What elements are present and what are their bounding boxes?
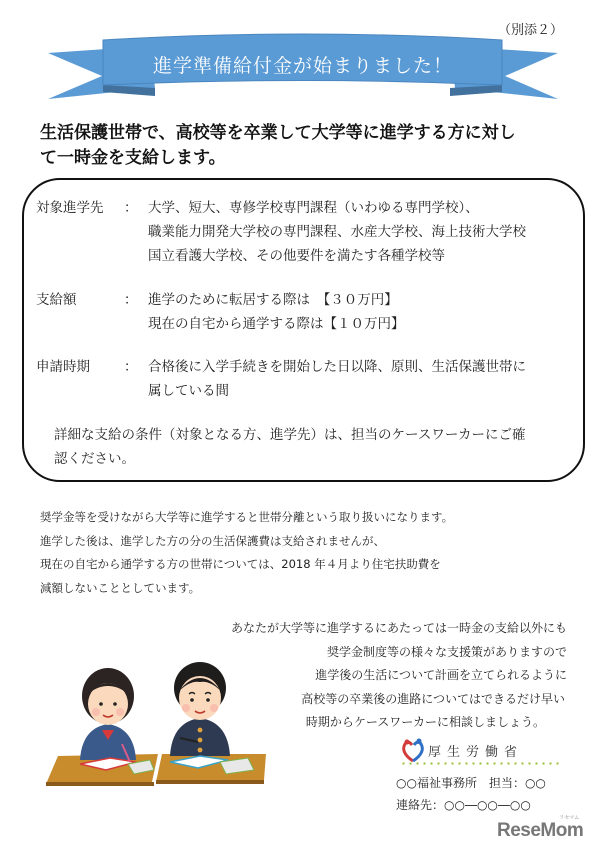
- advice-line: 進学後の生活について計画を立てられるように: [315, 668, 567, 682]
- banner-title: 進学準備給付金が始まりました！: [152, 55, 453, 77]
- ministry-logo: [398, 737, 578, 767]
- lead-text: [40, 121, 580, 171]
- dotted-divider: [400, 762, 560, 765]
- row-value: [148, 288, 588, 336]
- ministry-name: 厚生労働省: [428, 745, 524, 760]
- value-line: 現在の自宅から通学する際は【１０万円】: [148, 316, 405, 332]
- advice-line: 高校等の卒業後の進路についてはできるだけ早い: [301, 691, 565, 706]
- value-line: 職業能力開発大学校の専門課程、水産大学校、海上技術大学校: [148, 224, 526, 240]
- row-value: [148, 355, 588, 403]
- value-line: 属している間: [148, 383, 229, 399]
- title-banner: [0, 0, 605, 110]
- household-separation-paragraph: [40, 506, 453, 600]
- note-line: 認ください。: [54, 451, 135, 467]
- contact-info: [396, 772, 546, 816]
- row-label: 支給額: [36, 292, 77, 308]
- row-label: 申請時期: [36, 359, 90, 375]
- paragraph-line: 奨学金等を受けながら大学等に進学すると世帯分離という取り扱いになります。: [40, 510, 454, 524]
- advice-line: あなたが大学等に進学するにあたっては一時金の支給以外にも: [230, 621, 567, 635]
- row-colon: ：: [124, 200, 138, 216]
- watermark-text: ReseMom: [497, 820, 584, 841]
- lead-line: て一時金を支給します。: [40, 148, 226, 168]
- annex-label: （別添２）: [497, 23, 563, 38]
- resemom-watermark: [497, 815, 584, 842]
- row-label: 対象進学先: [36, 200, 104, 216]
- row-colon: ：: [124, 359, 138, 375]
- row-colon: ：: [124, 292, 138, 308]
- ministry-emblem-icon: [400, 737, 426, 763]
- value-line: 大学、短大、専修学校専門課程（いわゆる専門学校）、: [148, 200, 479, 216]
- paragraph-line: 現在の自宅から通学する方の世帯については、2018 年４月より住宅扶助費を: [40, 557, 441, 571]
- advice-text: [231, 617, 567, 735]
- advice-line: 時期からケースワーカーに相談しましょう。: [305, 715, 545, 729]
- value-line: 国立看護大学校、その他要件を満たす各種学校等: [148, 248, 445, 264]
- value-line: 合格後に入学手続きを開始した日以降、原則、生活保護世帯に: [148, 359, 526, 375]
- watermark-ruby: リセマム: [559, 815, 580, 821]
- box-note: [54, 423, 574, 471]
- lead-line: 生活保護世帯で、高校等を卒業して大学等に進学する方に対し: [40, 123, 516, 143]
- paragraph-line: 減額しないこととしています。: [40, 580, 201, 595]
- advice-line: 奨学金制度等の様々な支援策がありますので: [326, 644, 567, 659]
- paragraph-line: 進学した後は、進学した方の分の生活保護費は支給されませんが、: [40, 533, 385, 548]
- office-line: ○○福祉事務所 担当：○○: [396, 776, 546, 790]
- value-line: 進学のために転居する際は 【３０万円】: [148, 292, 398, 308]
- row-value: [148, 196, 588, 268]
- note-line: 詳細な支給の条件（対象となる方、進学先）は、担当のケースワーカーにご確: [54, 427, 526, 443]
- phone-line: 連絡先：○○―○○―○○: [396, 798, 531, 812]
- students-studying-illustration: [40, 652, 268, 788]
